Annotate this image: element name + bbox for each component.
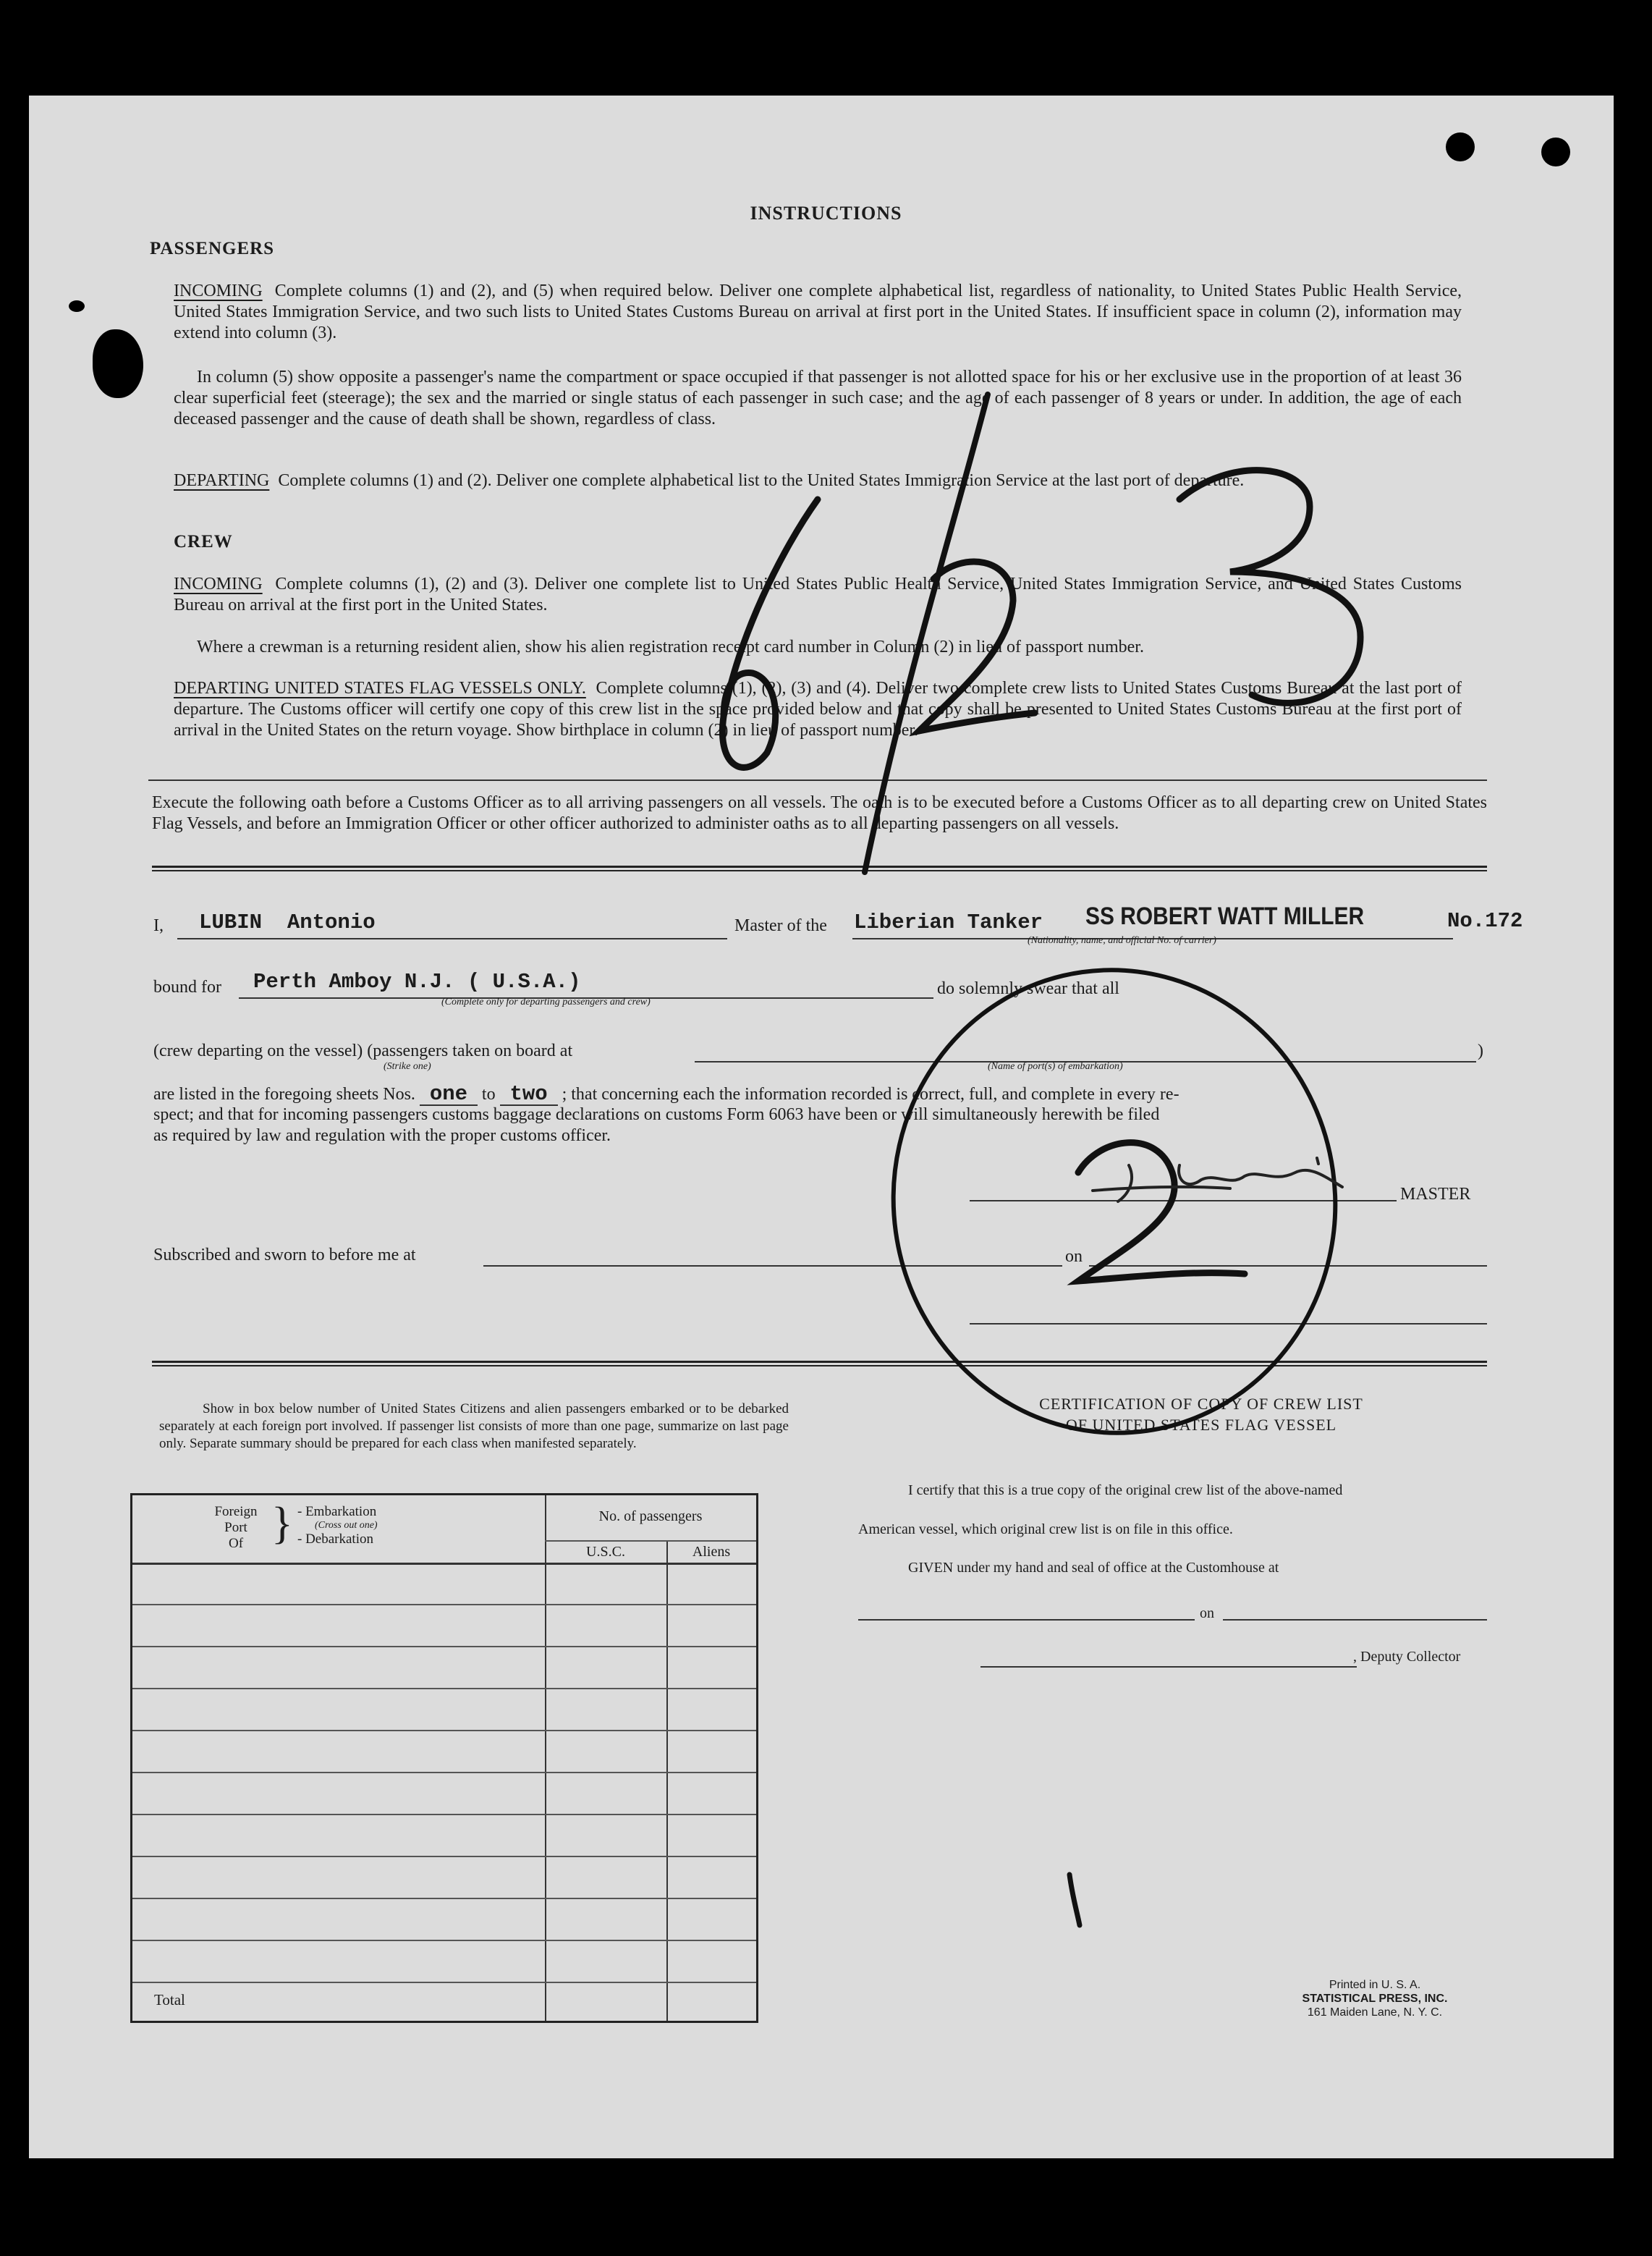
of-label: Of (228, 1536, 244, 1551)
close-paren: ) (1478, 1042, 1483, 1060)
master-name: LUBIN Antonio (199, 911, 376, 934)
vessel-name: SS ROBERT WATT MILLER (1085, 903, 1365, 930)
foreign-port-of (203, 1504, 268, 1552)
certify-text: I certify that this is a true copy of the original crew list of the above-named (908, 1482, 1343, 1498)
port-label: Port (224, 1520, 247, 1535)
printer-imprint (1259, 1978, 1491, 2019)
port-line (695, 1041, 1476, 1062)
table-row-line (132, 1940, 756, 1941)
strike-one-caption: (Strike one) (384, 1061, 431, 1072)
embark-debark (297, 1504, 378, 1547)
table-row-line (132, 1730, 756, 1731)
swear-text: do solemnly swear that all (937, 979, 1119, 998)
total-label: Total (154, 1991, 185, 2008)
officer-signature-line (970, 1303, 1487, 1325)
crew-incoming-paragraph (174, 574, 1462, 616)
ink-blot (93, 329, 143, 398)
table-header-line (132, 1563, 756, 1565)
table-row-line (132, 1898, 756, 1899)
passengers-heading: PASSENGERS (150, 239, 275, 258)
to-label: to (481, 1085, 496, 1104)
cert-date-line (1223, 1602, 1487, 1621)
printer-line-2: STATISTICAL PRESS, INC. (1302, 1993, 1448, 2005)
crew-incoming-label: INCOMING (174, 575, 263, 593)
ink-blot (69, 300, 85, 312)
subscribed-label: Subscribed and sworn to before me at (153, 1246, 416, 1264)
table-row-line (132, 1604, 756, 1605)
table-row-line (132, 1772, 756, 1773)
passengers-departing-paragraph (174, 470, 1462, 491)
section-divider (152, 866, 1487, 871)
listed-line-2: spect; and that for incoming passengers customs baggage declarations on customs Form 6063 have been or will simultaneously herewith be filed (153, 1105, 1160, 1124)
departing-label: DEPARTING (174, 471, 270, 490)
sheet-from: one (420, 1083, 478, 1106)
table-row-line (132, 1982, 756, 1983)
bound-for-label: bound for (153, 978, 221, 997)
punch-hole (1446, 132, 1475, 161)
incoming-text: Complete columns (1) and (2), and (5) when required below. Deliver one complete alphabetical list, regardless of nationality, to United States Public Health Service, United States Immigration Service, and two such lists to United States Customs Bureau on arrival at first port in the United States. If insufficient space in column (2), information may extend into column (3). (174, 282, 1462, 342)
printer-line-1: Printed in U. S. A. (1329, 1979, 1421, 1991)
certification-title-2: OF UNITED STATES FLAG VESSEL (1065, 1416, 1337, 1434)
vessel-caption: (Nationality, name, and official No. of carrier) (1028, 935, 1216, 946)
passenger-summary-table (130, 1493, 758, 2023)
departing-text: Complete columns (1) and (2). Deliver one complete alphabetical list to the United States Immigration Service at the last port of departure. (278, 471, 1245, 490)
subscribed-on-label: on (1065, 1247, 1083, 1266)
embarkation-label: - Embarkation (297, 1504, 377, 1519)
aliens-header: Aliens (692, 1544, 731, 1560)
no-passengers-header: No. of passengers (598, 1508, 703, 1524)
table-row-line (132, 1814, 756, 1815)
table-col-divider (545, 1495, 546, 2021)
cross-out-label: (Cross out one) (315, 1520, 378, 1531)
crew-departing-label: DEPARTING UNITED STATES FLAG VESSELS ONLY. (174, 679, 586, 698)
port-caption: (Name of port(s) of embarkation) (988, 1061, 1123, 1072)
i-label: I, (153, 916, 164, 935)
certification-title-1: CERTIFICATION OF COPY OF CREW LIST (1039, 1395, 1363, 1413)
crew-departing-text: Complete columns (1), (2), (3) and (4). Deliver two complete crew lists to United States Customs Bureau at the last port of departure. The Customs officer will certify one copy of this crew list in the space provided below and that copy shall be presented to United States Customs Bureau at the first port of arrival in the United States on the return voyage. Show birthplace in column (2) in lieu of passport number. (174, 679, 1462, 740)
table-row-line (132, 1688, 756, 1689)
vessel-no: No.172 (1447, 909, 1523, 933)
crew-incoming-text: Complete columns (1), (2) and (3). Deliver one complete list to United States Public Health Service, United States Immigration Service, and United States Customs Bureau on arrival at the first port in the United States. (174, 575, 1462, 614)
table-row-line (132, 1646, 756, 1647)
sheet-to: two (500, 1083, 558, 1106)
master-label: MASTER (1400, 1185, 1471, 1204)
deputy-collector-label: , Deputy Collector (1353, 1649, 1461, 1665)
subscribed-place-line (483, 1245, 1062, 1267)
debarkation-label: - Debarkation (297, 1532, 373, 1547)
divider (148, 780, 1487, 781)
destination: Perth Amboy N.J. ( U.S.A.) (253, 970, 581, 994)
customhouse-line (858, 1602, 1195, 1621)
signature-line (970, 1180, 1397, 1201)
table-row-line (132, 1856, 756, 1857)
foreign-label: Foreign (214, 1504, 258, 1519)
listed-sheets-text (153, 1083, 1487, 1106)
listed-prefix: are listed in the foregoing sheets Nos. (153, 1085, 415, 1104)
oath-instructions: Execute the following oath before a Customs Officer as to all arriving passengers on all vessels. The oath is to be executed before a Customs Officer as to all departing crew on United States Flag Vessels, and before an Immigration Officer or other officer authorized to administer oaths as to all departing passengers on all vessels. (152, 793, 1487, 833)
listed-line-3: as required by law and regulation with the proper customs officer. (153, 1126, 611, 1145)
cert-on-label: on (1200, 1605, 1214, 1621)
crew-heading: CREW (174, 532, 233, 552)
listed-suffix: ; that concerning each the information recorded is correct, full, and complete in every re- (562, 1085, 1179, 1104)
given-text: GIVEN under my hand and seal of office at the Customhouse at (908, 1560, 1279, 1576)
subscribed-date-line (1089, 1245, 1487, 1267)
table-col-divider (666, 1540, 668, 2021)
table-subheader-line (545, 1540, 756, 1542)
section-divider-2 (152, 1361, 1487, 1366)
page-title: INSTRUCTIONS (750, 203, 902, 224)
crew-departing-clause: (crew departing on the vessel) (passengers taken on board at (153, 1042, 573, 1060)
deputy-line (980, 1649, 1357, 1668)
punch-hole (1541, 138, 1570, 166)
crew-departing-paragraph (174, 678, 1462, 741)
certification-title (912, 1393, 1491, 1435)
master-of-label: Master of the (734, 916, 827, 935)
usc-header: U.S.C. (586, 1544, 625, 1560)
destination-caption: (Complete only for departing passengers and crew) (441, 997, 651, 1007)
certify-text-2: American vessel, which original crew list is on file in this office. (858, 1521, 1233, 1537)
vessel-type: Liberian Tanker (854, 911, 1043, 934)
column5-paragraph: In column (5) show opposite a passenger's name the compartment or space occupied if that passenger is not allotted space for his or her exclusive use in the proportion of at least 36 clear superficial feet (steerage); the sex and the married or single status of each passenger in such case; and the age of each passenger of 8 years or under. In addition, the age of each deceased passenger and the cause of death shall be shown, regardless of class. (174, 368, 1462, 428)
passengers-incoming-paragraph (174, 281, 1462, 344)
resident-alien-paragraph: Where a crewman is a returning resident alien, show his alien registration receipt card number in Column (2) in lieu of passport number. (197, 638, 1144, 656)
summary-instructions: Show in box below number of United States Citizens and alien passengers embarked or to be debarked separately at each foreign port involved. If passenger list consists of more than one page, summarize on last page only. Separate summary should be prepared for each class when manifested separately. (159, 1401, 789, 1451)
printer-line-3: 161 Maiden Lane, N. Y. C. (1307, 2006, 1443, 2019)
incoming-label: INCOMING (174, 282, 263, 300)
brace-icon: } (271, 1499, 293, 1548)
